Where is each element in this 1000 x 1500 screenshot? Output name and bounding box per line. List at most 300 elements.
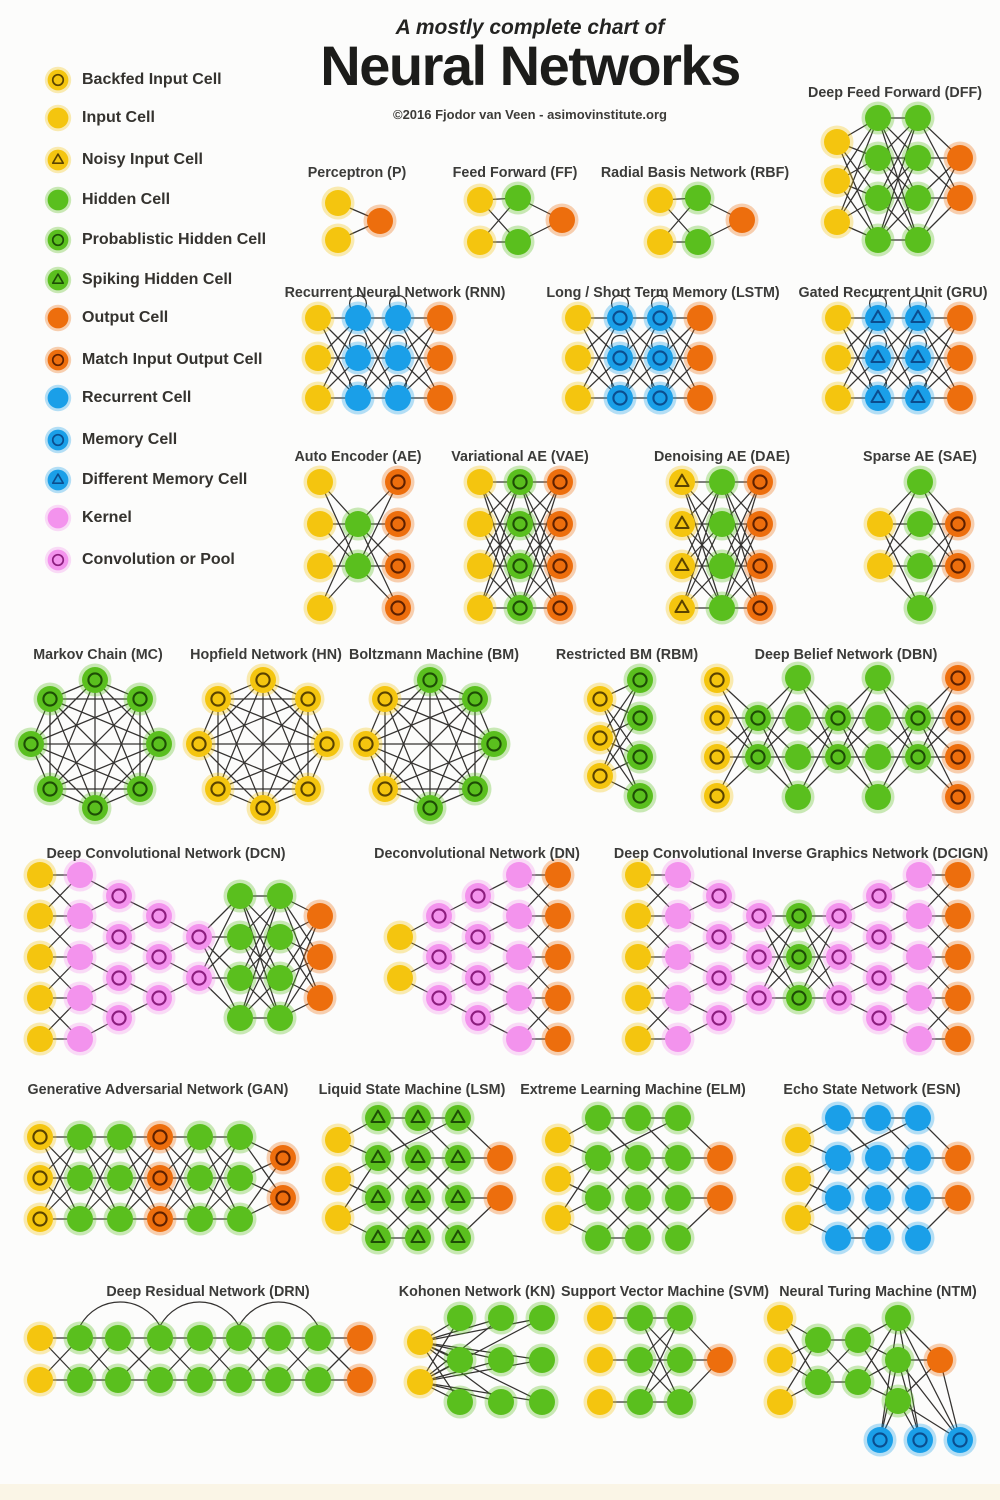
backfed_input-swatch-icon	[44, 66, 72, 94]
cell-prob_hidden	[624, 664, 657, 697]
network-title: Deconvolutional Network (DN)	[374, 846, 580, 862]
cell-hidden	[662, 1222, 695, 1255]
cell-match_io	[942, 550, 975, 583]
prob_hidden-swatch-icon	[44, 226, 72, 254]
cell-recurrent	[862, 1222, 895, 1255]
network-title: Liquid State Machine (LSM)	[318, 1082, 506, 1098]
cell-input	[322, 1202, 355, 1235]
cell-output	[484, 1182, 517, 1215]
cell-hidden	[342, 550, 375, 583]
cell-hidden	[682, 226, 715, 259]
legend-item-backfed_input	[44, 66, 222, 94]
cell-conv_pool	[45, 547, 71, 573]
cell-diff_memory	[902, 382, 935, 415]
network-dff	[808, 85, 982, 257]
legend-label: Backfed Input Cell	[82, 71, 222, 88]
cell-hidden	[502, 182, 535, 215]
cell-output	[542, 941, 575, 974]
cell-memory	[644, 382, 677, 415]
cell-hidden	[224, 1121, 257, 1154]
network-title: Hopfield Network (HN)	[190, 647, 342, 663]
cell-match_io	[942, 508, 975, 541]
cell-conv_pool	[823, 900, 856, 933]
links	[838, 318, 960, 398]
cell-prob_hidden	[902, 702, 935, 735]
cell-conv_pool	[823, 941, 856, 974]
cell-prob_hidden	[504, 550, 537, 583]
cell-input	[404, 1326, 437, 1359]
cell-memory	[644, 342, 677, 375]
cell-backfed_input	[247, 792, 280, 825]
network-bm	[349, 647, 519, 825]
cell-output	[944, 182, 977, 215]
cell-prob_hidden	[45, 227, 71, 253]
cell-input	[24, 982, 57, 1015]
cell-backfed_input	[292, 773, 325, 806]
cell-hidden	[262, 1322, 295, 1355]
cell-prob_hidden	[34, 683, 67, 716]
cell-hidden	[662, 1142, 695, 1175]
cell-input	[302, 302, 335, 335]
links	[338, 1118, 500, 1238]
cell-hidden	[582, 1142, 615, 1175]
cell-backfed_input	[584, 722, 617, 755]
cell-hidden	[102, 1322, 135, 1355]
cell-hidden	[624, 1344, 657, 1377]
cell-output	[942, 982, 975, 1015]
cell-hidden	[902, 182, 935, 215]
chart-title: Neural Networks	[320, 34, 740, 97]
cell-input	[821, 206, 854, 239]
cell-hidden	[224, 921, 257, 954]
cell-hidden	[224, 1162, 257, 1195]
cell-output	[424, 342, 457, 375]
network-title: Kohonen Network (KN)	[398, 1284, 556, 1300]
cell-output	[344, 1364, 377, 1397]
cell-kernel	[662, 1023, 695, 1056]
cell-output	[684, 342, 717, 375]
cell-backfed_input	[350, 728, 383, 761]
legend-label: Hidden Cell	[82, 191, 171, 208]
cell-conv_pool	[743, 982, 776, 1015]
cell-prob_hidden	[783, 941, 816, 974]
links	[420, 1318, 542, 1402]
cell-memory	[644, 302, 677, 335]
legend-label: Convolution or Pool	[82, 551, 235, 568]
cell-match_io	[744, 466, 777, 499]
cell-hidden	[782, 662, 815, 695]
legend-item-spiking_hidden	[44, 266, 232, 294]
cell-output	[704, 1182, 737, 1215]
cell-hidden	[664, 1386, 697, 1419]
cell-kernel	[662, 941, 695, 974]
cell-kernel	[64, 1023, 97, 1056]
cell-input	[622, 900, 655, 933]
network-mc	[15, 647, 176, 825]
cell-prob_hidden	[15, 728, 48, 761]
cell-noisy_input	[666, 550, 699, 583]
cell-match_io	[267, 1142, 300, 1175]
cell-hidden	[622, 1222, 655, 1255]
cell-conv_pool	[183, 921, 216, 954]
cell-noisy_input	[45, 147, 71, 173]
cell-recurrent	[45, 385, 71, 411]
cell-output	[942, 1023, 975, 1056]
cell-backfed_input	[701, 741, 734, 774]
network-title: Markov Chain (MC)	[33, 647, 163, 663]
network-vae	[451, 449, 589, 625]
cell-hidden	[902, 142, 935, 175]
cell-hidden	[302, 1364, 335, 1397]
cell-recurrent	[822, 1222, 855, 1255]
cell-conv_pool	[462, 880, 495, 913]
cell-input	[764, 1302, 797, 1335]
cell-prob_hidden	[822, 741, 855, 774]
cell-kernel	[903, 941, 936, 974]
cell-match_io	[544, 550, 577, 583]
cell-input	[24, 1364, 57, 1397]
input-swatch-icon	[44, 104, 72, 132]
cell-match_io	[744, 508, 777, 541]
cell-diff_memory	[862, 342, 895, 375]
legend-item-input	[44, 104, 155, 132]
links	[558, 1118, 720, 1238]
cell-match_io	[45, 347, 71, 373]
cell-conv_pool	[103, 921, 136, 954]
network-rbf	[601, 165, 790, 259]
cell-input	[45, 105, 71, 131]
cell-output	[344, 1322, 377, 1355]
links	[837, 118, 960, 240]
network-svm	[561, 1284, 769, 1419]
cell-prob_hidden	[79, 664, 112, 697]
links	[480, 482, 560, 608]
cell-hidden	[862, 662, 895, 695]
legend-label: Input Cell	[82, 109, 155, 126]
cell-backfed_input	[369, 773, 402, 806]
cell-kernel	[503, 982, 536, 1015]
cell-match_io	[382, 508, 415, 541]
cell-hidden	[104, 1162, 137, 1195]
cell-output	[684, 302, 717, 335]
cell-match_io	[942, 702, 975, 735]
cell-hidden	[622, 1142, 655, 1175]
cell-recurrent	[902, 1182, 935, 1215]
cell-hidden	[904, 508, 937, 541]
cell-kernel	[662, 900, 695, 933]
network-gan	[24, 1082, 300, 1236]
cell-hidden	[224, 962, 257, 995]
cell-prob_hidden	[624, 741, 657, 774]
cell-prob_hidden	[624, 780, 657, 813]
cell-input	[384, 962, 417, 995]
cell-hidden	[184, 1162, 217, 1195]
cell-output	[542, 1023, 575, 1056]
cell-input	[24, 1023, 57, 1056]
cell-input	[322, 224, 355, 257]
cell-input	[821, 165, 854, 198]
cell-hidden	[904, 592, 937, 625]
cell-output	[364, 205, 397, 238]
chart-subtitle: A mostly complete chart of	[395, 16, 665, 39]
legend-label: Kernel	[82, 509, 132, 526]
cell-prob_hidden	[822, 702, 855, 735]
cell-prob_hidden	[504, 466, 537, 499]
cell-hidden	[664, 1344, 697, 1377]
network-title: Deep Convolutional Network (DCN)	[46, 846, 286, 862]
legend-label: Probablistic Hidden Cell	[82, 231, 267, 248]
memory-swatch-icon	[44, 426, 72, 454]
cell-hidden	[882, 1302, 915, 1335]
cell-hidden	[802, 1324, 835, 1357]
match_io-swatch-icon	[44, 346, 72, 374]
cell-hidden	[184, 1364, 217, 1397]
cell-hidden	[782, 781, 815, 814]
cell-output	[424, 302, 457, 335]
cell-memory	[904, 1424, 937, 1457]
cell-hidden	[342, 508, 375, 541]
cell-output	[546, 204, 579, 237]
network-ff	[453, 165, 579, 259]
cell-conv_pool	[143, 900, 176, 933]
cell-output	[542, 859, 575, 892]
cell-output	[304, 900, 337, 933]
cell-input	[764, 1386, 797, 1419]
cell-kernel	[662, 982, 695, 1015]
cell-conv_pool	[703, 1002, 736, 1035]
network-ntm	[764, 1284, 977, 1457]
network-dae	[654, 449, 790, 625]
cell-hidden	[662, 1182, 695, 1215]
cell-prob_hidden	[902, 741, 935, 774]
cell-backfed_input	[701, 664, 734, 697]
cell-input	[322, 1163, 355, 1196]
legend-item-kernel	[44, 504, 132, 532]
cell-hidden	[302, 1322, 335, 1355]
cell-recurrent	[342, 302, 375, 335]
cell-input	[822, 382, 855, 415]
cell-hidden	[64, 1322, 97, 1355]
network-title: Echo State Network (ESN)	[783, 1082, 961, 1098]
cell-hidden	[444, 1344, 477, 1377]
cell-input	[24, 859, 57, 892]
cell-prob_hidden	[478, 728, 511, 761]
cell-input	[304, 592, 337, 625]
network-title: Perceptron (P)	[307, 165, 407, 181]
cell-backfed_input	[24, 1203, 57, 1236]
cell-conv_pool	[863, 921, 896, 954]
cell-prob_hidden	[742, 702, 775, 735]
cell-kernel	[64, 982, 97, 1015]
cell-recurrent	[862, 1182, 895, 1215]
cell-diff_memory	[862, 302, 895, 335]
network-title: Sparse AE (SAE)	[863, 449, 977, 465]
cell-recurrent	[342, 342, 375, 375]
cell-prob_hidden	[504, 508, 537, 541]
conv_pool-swatch-icon	[44, 546, 72, 574]
cell-backfed_input	[311, 728, 344, 761]
network-title: Extreme Learning Machine (ELM)	[520, 1082, 746, 1098]
cell-kernel	[503, 900, 536, 933]
cell-conv_pool	[183, 962, 216, 995]
cell-backfed_input	[584, 760, 617, 793]
cell-match_io	[382, 592, 415, 625]
links	[578, 318, 700, 398]
cell-recurrent	[382, 342, 415, 375]
cell-prob_hidden	[143, 728, 176, 761]
cell-hidden	[904, 550, 937, 583]
cell-input	[304, 550, 337, 583]
cell-spiking_hidden	[45, 267, 71, 293]
hidden-swatch-icon	[44, 186, 72, 214]
cell-output	[942, 1142, 975, 1175]
cell-match_io	[544, 508, 577, 541]
spiking_hidden-swatch-icon	[44, 266, 72, 294]
cell-prob_hidden	[124, 683, 157, 716]
cell-hidden	[582, 1182, 615, 1215]
cell-conv_pool	[423, 982, 456, 1015]
legend-label: Different Memory Cell	[82, 471, 248, 488]
network-title: Generative Adversarial Network (GAN)	[27, 1082, 289, 1098]
cell-input	[622, 982, 655, 1015]
cell-input	[782, 1124, 815, 1157]
cell-hidden	[144, 1364, 177, 1397]
links	[798, 1118, 958, 1238]
cell-backfed_input	[45, 67, 71, 93]
cell-hidden	[264, 1002, 297, 1035]
cell-memory	[604, 382, 637, 415]
cell-hidden	[706, 466, 739, 499]
network-rnn	[285, 285, 506, 415]
cell-kernel	[662, 859, 695, 892]
legend-label: Output Cell	[82, 309, 169, 326]
cell-hidden	[622, 1182, 655, 1215]
cell-spiking_hidden	[442, 1102, 475, 1135]
cell-hidden	[223, 1364, 256, 1397]
network-lstm	[546, 285, 779, 415]
cell-kernel	[903, 1023, 936, 1056]
cell-input	[644, 184, 677, 217]
cell-hidden	[184, 1121, 217, 1154]
cell-input	[782, 1202, 815, 1235]
cell-match_io	[144, 1203, 177, 1236]
cell-input	[384, 921, 417, 954]
cell-spiking_hidden	[362, 1102, 395, 1135]
cell-hidden	[64, 1121, 97, 1154]
links	[318, 318, 440, 398]
network-title: Deep Belief Network (DBN)	[754, 647, 938, 663]
cell-output	[944, 342, 977, 375]
network-dcign	[614, 846, 988, 1056]
network-title: Radial Basis Network (RBF)	[600, 165, 790, 181]
cell-prob_hidden	[34, 773, 67, 806]
cell-kernel	[503, 941, 536, 974]
network-title: Deep Convolutional Inverse Graphics Network (DCIGN)	[613, 846, 989, 862]
legend-item-memory	[44, 426, 177, 454]
cell-backfed_input	[292, 683, 325, 716]
cell-output	[424, 382, 457, 415]
cell-hidden	[904, 466, 937, 499]
network-title: Variational AE (VAE)	[451, 449, 589, 465]
cell-kernel	[45, 505, 71, 531]
cell-output	[942, 1182, 975, 1215]
cell-input	[302, 342, 335, 375]
cell-kernel	[503, 1023, 536, 1056]
cell-conv_pool	[703, 962, 736, 995]
cell-hidden	[262, 1364, 295, 1397]
cell-spiking_hidden	[442, 1142, 475, 1175]
cell-conv_pool	[423, 941, 456, 974]
cell-match_io	[942, 781, 975, 814]
cell-input	[302, 382, 335, 415]
cell-output	[942, 941, 975, 974]
cell-spiking_hidden	[402, 1182, 435, 1215]
cell-recurrent	[382, 302, 415, 335]
cell-conv_pool	[863, 962, 896, 995]
cell-backfed_input	[24, 1121, 57, 1154]
network-title: Deep Feed Forward (DFF)	[808, 85, 982, 101]
cell-kernel	[64, 859, 97, 892]
cell-hidden	[862, 142, 895, 175]
footer-band	[0, 1484, 1000, 1500]
cell-conv_pool	[462, 921, 495, 954]
legend-item-match_io	[44, 346, 262, 374]
cell-hidden	[624, 1302, 657, 1335]
cell-recurrent	[862, 1142, 895, 1175]
cell-conv_pool	[703, 880, 736, 913]
cell-match_io	[544, 592, 577, 625]
legend-item-prob_hidden	[44, 226, 266, 254]
legend-item-recurrent	[44, 384, 191, 412]
cell-input	[584, 1386, 617, 1419]
cell-kernel	[503, 859, 536, 892]
network-hn	[183, 647, 344, 825]
legend-item-noisy_input	[44, 146, 203, 174]
cell-backfed_input	[202, 683, 235, 716]
network-ae	[294, 449, 421, 625]
network-title: Neural Turing Machine (NTM)	[779, 1284, 977, 1300]
noisy_input-swatch-icon	[44, 146, 72, 174]
cell-kernel	[64, 941, 97, 974]
cell-prob_hidden	[414, 664, 447, 697]
cell-hidden	[582, 1102, 615, 1135]
cell-hidden	[264, 962, 297, 995]
network-title: Recurrent Neural Network (RNN)	[284, 285, 506, 301]
chart-copyright: ©2016 Fjodor van Veen - asimovinstitute.org	[393, 107, 667, 122]
cell-hidden	[485, 1344, 518, 1377]
cell-hidden	[862, 102, 895, 135]
cell-input	[304, 466, 337, 499]
cell-backfed_input	[369, 683, 402, 716]
cell-backfed_input	[584, 683, 617, 716]
links	[320, 482, 398, 608]
cell-hidden	[862, 224, 895, 257]
cell-output	[304, 982, 337, 1015]
cell-hidden	[862, 702, 895, 735]
cell-input	[542, 1124, 575, 1157]
cell-hidden	[184, 1203, 217, 1236]
cell-hidden	[664, 1302, 697, 1335]
cell-conv_pool	[823, 982, 856, 1015]
recurrent-swatch-icon	[44, 384, 72, 412]
cell-noisy_input	[666, 466, 699, 499]
cell-input	[464, 550, 497, 583]
cell-hidden	[224, 1002, 257, 1035]
cell-input	[562, 302, 595, 335]
cell-output	[542, 900, 575, 933]
cell-hidden	[526, 1302, 559, 1335]
cell-prob_hidden	[459, 683, 492, 716]
